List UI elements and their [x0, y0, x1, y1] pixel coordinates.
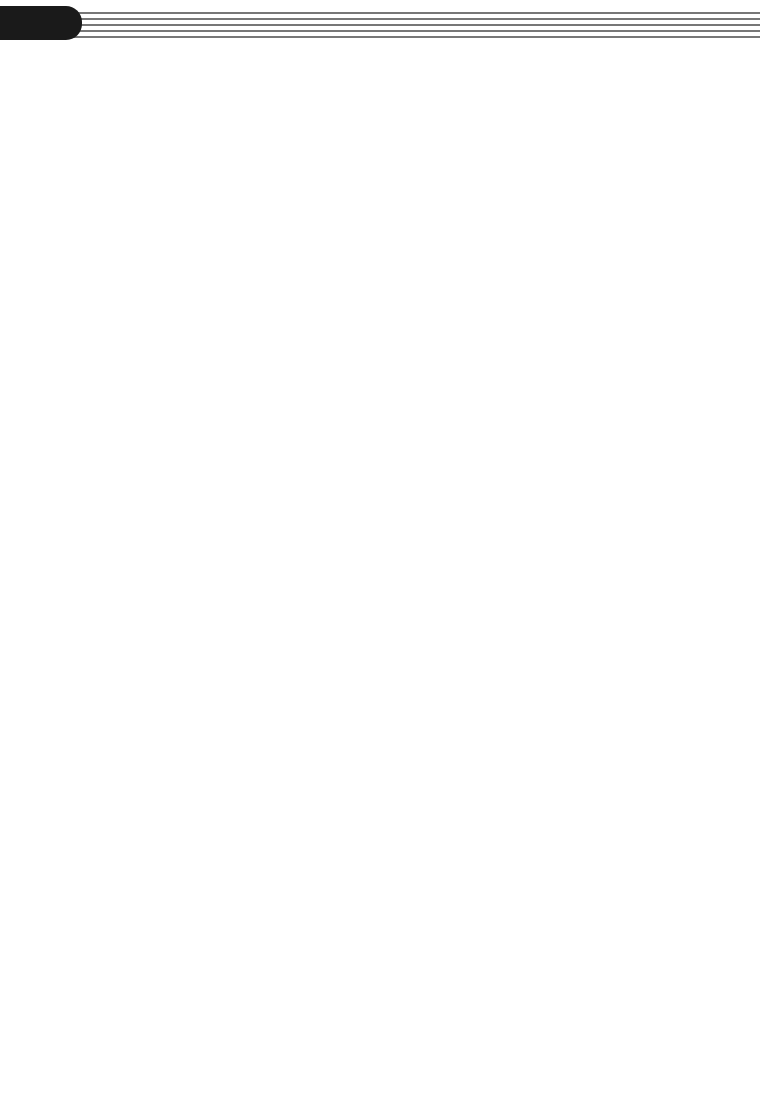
page-header — [0, 0, 760, 60]
header-rule — [0, 36, 760, 38]
text-tier-bottom — [26, 800, 726, 1060]
text-tier-middle — [26, 520, 726, 800]
header-rule — [0, 30, 760, 32]
header-rule — [0, 12, 760, 14]
header-rule — [0, 18, 760, 20]
text-tier-top — [26, 70, 726, 540]
header-rule — [0, 24, 760, 26]
issue-number — [0, 6, 82, 40]
